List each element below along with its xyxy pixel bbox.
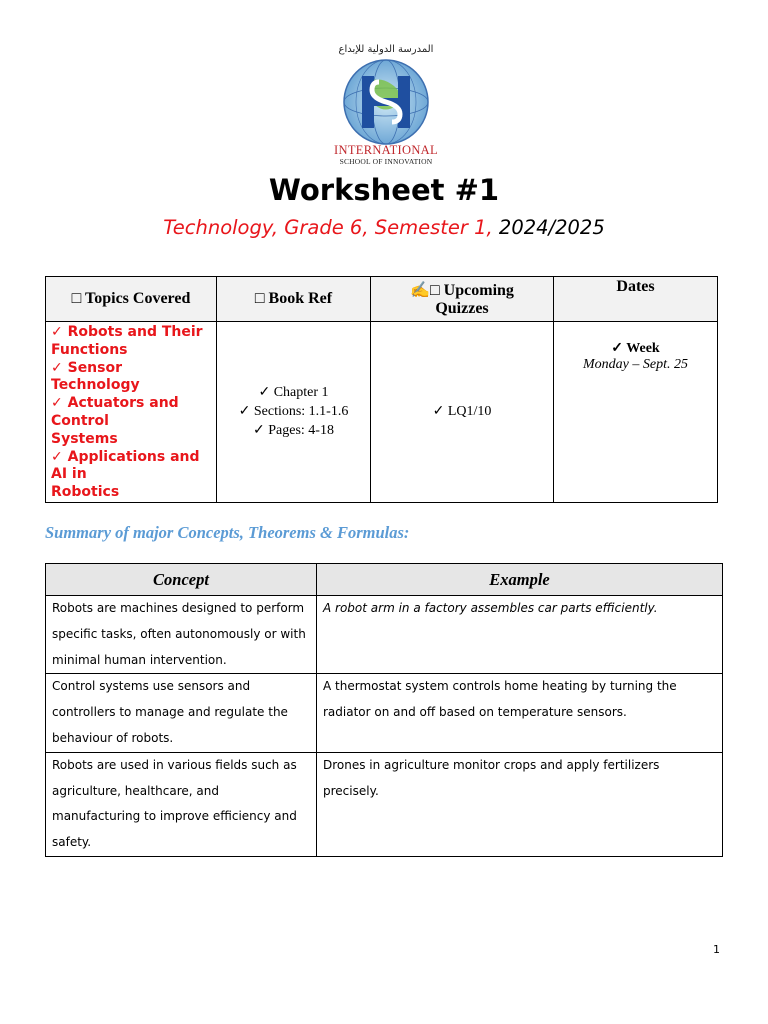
logo-school-subtitle: SCHOOL OF INNOVATION — [339, 157, 433, 166]
book-ref-pages: ✓ Pages: 4-18 — [253, 423, 334, 439]
dates-cell — [554, 322, 718, 503]
example-cell: A thermostat system controls home heating by turning the radiator on and off based on temperature sensors. — [317, 674, 723, 752]
summary-heading: Summary of major Concepts, Theorems & Formulas: — [45, 523, 410, 542]
topics-list — [46, 322, 217, 503]
subtitle-course: Technology, Grade 6, Semester 1, — [163, 216, 499, 239]
logo-arabic-text: المدرسة الدولية للإبداع — [338, 44, 434, 55]
subtitle-year: 2024/2025 — [498, 216, 605, 239]
book-ref-chapter: ✓ Chapter 1 — [258, 385, 329, 401]
header-concept: Concept — [46, 564, 317, 596]
book-ref-sections: ✓ Sections: 1.1-1.6 — [238, 404, 349, 420]
concept-cell: Robots are machines designed to perform specific tasks, often autonomously or with minimal human intervention. — [46, 596, 317, 674]
page-title: Worksheet #1 — [268, 173, 500, 207]
quiz-cell — [371, 322, 554, 503]
topic-line: Functions — [51, 341, 128, 358]
book-ref-cell — [217, 322, 371, 503]
table-row — [46, 596, 723, 674]
topic-line: Systems — [51, 430, 118, 447]
header-dates: Dates — [554, 277, 718, 322]
dates-week: ✓ Week — [611, 341, 660, 356]
quiz-item: ✓ LQ1/10 — [432, 404, 492, 420]
topic-line: Robotics — [51, 484, 120, 501]
header-quizzes-line2: Quizzes — [435, 300, 489, 317]
page-subtitle — [0, 216, 768, 239]
topic-line: ✓ Actuators and Control — [51, 395, 179, 429]
concept-cell: Robots are used in various fields such as agriculture, healthcare, and manufacturing to improve efficiency and safety. — [46, 752, 317, 856]
topic-line: ✓ Sensor Technology — [51, 359, 140, 394]
concepts-table — [45, 563, 723, 857]
header-example: Example — [317, 564, 723, 596]
header-upcoming-quizzes — [371, 277, 554, 322]
topic-line: ✓ Applications and AI in — [51, 448, 200, 483]
example-cell: Drones in agriculture monitor crops and apply fertilizers precisely. — [317, 752, 723, 856]
example-cell: A robot arm in a factory assembles car parts efficiently. — [317, 596, 723, 674]
header-book-ref: □ Book Ref — [217, 277, 371, 322]
logo-school-name: INTERNATIONAL — [334, 143, 438, 157]
table-row — [46, 752, 723, 856]
table-row — [46, 674, 723, 752]
topic-line: ✓ Robots and Their — [51, 324, 203, 340]
dates-day: Monday – Sept. 25 — [583, 357, 688, 372]
info-table — [45, 276, 718, 503]
page-number: 1 — [713, 943, 720, 956]
header-quizzes-line1: ✍□ Upcoming — [410, 282, 514, 299]
concept-cell: Control systems use sensors and controllers to manage and regulate the behaviour of robots. — [46, 674, 317, 752]
header-topics: □ Topics Covered — [46, 277, 217, 322]
